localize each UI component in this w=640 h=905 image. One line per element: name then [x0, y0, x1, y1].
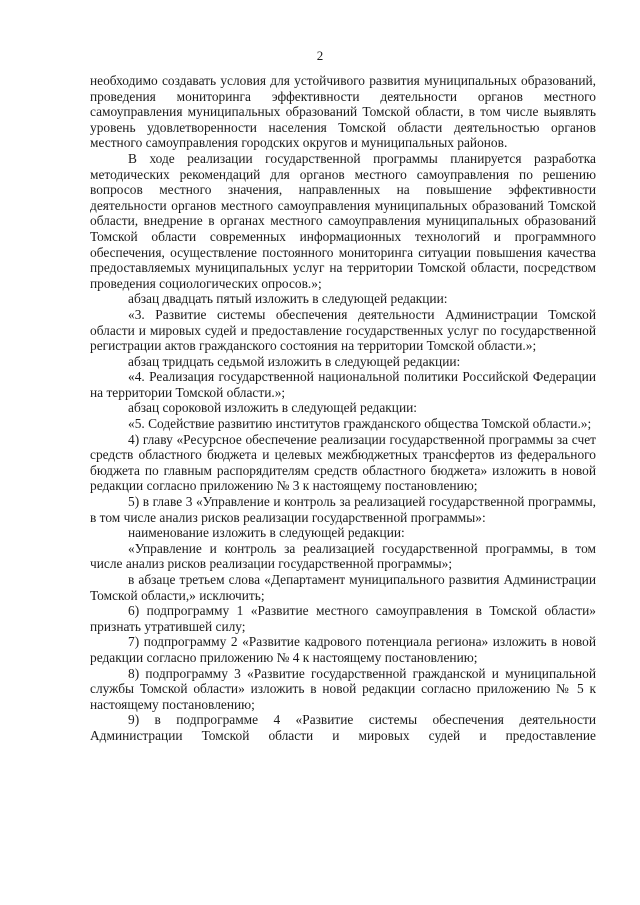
paragraph: «5. Содействие развитию институтов гражданского общества Томской области.»;	[128, 416, 592, 432]
paragraph: наименование изложить в следующей редакции:	[128, 525, 405, 541]
paragraph: 9) в подпрограмме 4 «Развитие системы обеспечения деятельности Администрации Томской области и мировых судей и предоставление	[90, 712, 596, 743]
paragraph: «4. Реализация государственной национальной политики Российской Федерации на территории Томской области.»;	[90, 369, 596, 400]
paragraph: 8) подпрограмму 3 «Развитие государственной гражданской и муниципальной службы Томской области» изложить в новой редакции согласно приложению № 5 к настоящему постановлению;	[90, 665, 596, 712]
paragraph: 4) главу «Ресурсное обеспечение реализации государственной программы за счет средств областного бюджета и целевых межбюджетных трансфертов из федерального бюджета по главным распорядителям средств областного бюджета» изложить в новой редакции согласно приложению № 3 к настоящему постановлению;	[90, 431, 596, 494]
paragraph: В ходе реализации государственной программы планируется разработка методических рекомендаций для органов местного самоуправления по решению вопросов местного значения, направленных на повышение эффективности деятельности органов местного самоуправления муниципальных образований Томской области, внедрение в органах местного самоуправления муниципальных образований Томской области современных информационных технологий и программного обеспечения, осуществление постоянного мониторинга ситуации повышения качества предоставляемых муниципальных услуг на территории Томской области, посредством проведения социологических опросов.»;	[90, 150, 596, 291]
paragraph: абзац двадцать пятый изложить в следующей редакции:	[128, 291, 448, 307]
paragraph: абзац тридцать седьмой изложить в следующей редакции:	[128, 353, 461, 369]
paragraph: 5) в главе 3 «Управление и контроль за реализацией государственной программы, в том числе анализ рисков реализации государственной программы»:	[90, 494, 596, 525]
paragraph: «3. Развитие системы обеспечения деятельности Администрации Томской области и мировых судей и предоставление государственных услуг по государственной регистрации актов гражданского состояния на территории Томской области.»;	[90, 306, 596, 354]
paragraph: абзац сороковой изложить в следующей редакции:	[128, 400, 418, 416]
paragraph: «Управление и контроль за реализацией государственной программы, в том числе анализ рисков реализации государственной программы»;	[90, 540, 596, 572]
document-body	[90, 73, 596, 744]
paragraph: 7) подпрограмму 2 «Развитие кадрового потенциала региона» изложить в новой редакции согласно приложению № 4 к настоящему постановлению;	[90, 634, 596, 665]
page-number: 2	[316, 48, 324, 63]
paragraph: 6) подпрограмму 1 «Развитие местного самоуправления в Томской области» признать утратившей силу;	[90, 603, 596, 634]
paragraph: необходимо создавать условия для устойчивого развития муниципальных образований, проведения мониторинга эффективности деятельности органов местного самоуправления муниципальных образований Томской области, в том числе выявлять уровень удовлетворенности населения Томской области деятельностью органов местного самоуправления городских округов и муниципальных районов.	[90, 73, 596, 151]
paragraph: в абзаце третьем слова «Департамент муниципального развития Администрации Томской области,» исключить;	[90, 572, 596, 603]
